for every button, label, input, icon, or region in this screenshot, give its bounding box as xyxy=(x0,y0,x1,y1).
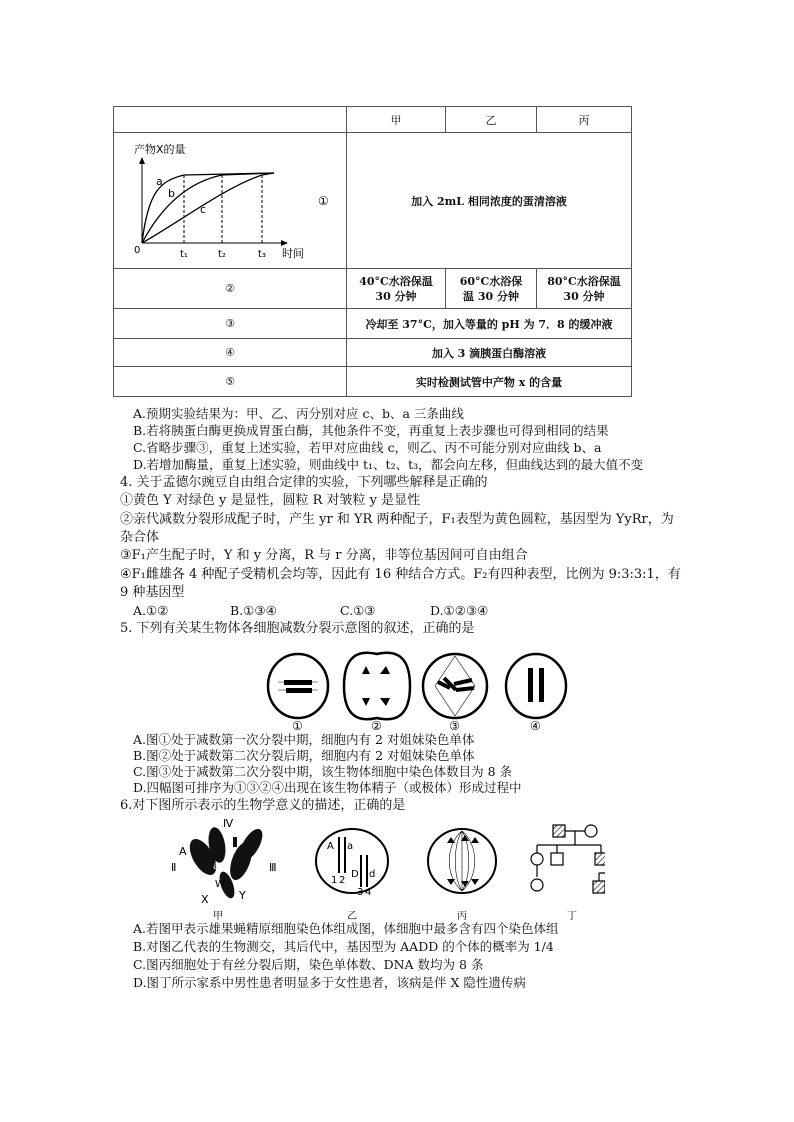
q3-option-c: C.省略步骤③，重复上述实验，若甲对应曲线 c，则乙、丙不可能分别对应曲线 b、a xyxy=(133,440,602,455)
cell-label-2: 2 xyxy=(339,875,346,886)
cell-2-chromosomes-top xyxy=(362,666,390,674)
cell-label-3: 3 xyxy=(357,887,364,898)
header-jia: 甲 xyxy=(347,107,446,133)
q4-item-2: ②亲代减数分裂形成配子时，产生 yr 和 YR 两种配子，F₁表型为黄色圆粒，基因型为 YyRr，为 xyxy=(120,512,674,527)
q4-option-d: D.①②③④ xyxy=(430,603,489,618)
graph-xlabel: 时间 xyxy=(282,247,304,260)
fig-label-ding: 丁 xyxy=(567,911,577,920)
q5-option-c: C.图③处于减数第二次分裂中期，该生物体细胞中染色体数目为 8 条 xyxy=(133,764,512,779)
karyotype-label-X: X xyxy=(201,893,209,906)
q4-item-3: ③F₁产生配子时，Y 和 y 分离，R 与 r 分离，非等位基因间可自由组合 xyxy=(120,548,528,563)
cell-4-chromosome-1 xyxy=(528,668,533,702)
meiosis-cells-figure xyxy=(260,644,580,734)
row2-cell-yi: 60°C水浴保温 30 分钟 xyxy=(446,269,537,309)
q6-stem: 6.对下图所示表示的生物学意义的描述，正确的是 xyxy=(120,798,406,813)
q4-stem: 4. 关于孟德尔豌豆自由组合定律的实验，下列哪些解释是正确的 xyxy=(120,475,488,490)
cell-3-chromosomes xyxy=(438,678,474,690)
cell-label-d: d xyxy=(369,869,376,880)
cell-1-chromosomes-top xyxy=(284,680,312,685)
fig-label-yi: 乙 xyxy=(347,911,357,920)
y-axis-arrow xyxy=(139,157,145,164)
figure-ding-pedigree xyxy=(531,825,605,893)
cell-4-label: ④ xyxy=(530,719,541,733)
cell-label-4: 4 xyxy=(365,887,372,898)
cell-3-label: ③ xyxy=(449,719,460,733)
karyotype-label-W: W xyxy=(215,879,225,890)
curve-a-label: a xyxy=(156,175,163,188)
cell-1-label: ① xyxy=(292,719,303,733)
q6-option-b: B.对图乙代表的生物测交，其后代中，基因型为 AADD 的个体的概率为 1/4 xyxy=(133,939,554,954)
cell-3-outline xyxy=(423,654,487,718)
q4-option-c: C.①③ xyxy=(340,603,376,618)
experiment-table xyxy=(113,106,632,397)
q4-item-2-cont: 杂合体 xyxy=(120,530,160,545)
row3-content: 冷却至 37°C，加入等量的 pH 为 7．8 的缓冲液 xyxy=(347,309,632,339)
q5-option-b: B.图②处于减数第二次分裂后期，细胞内有 2 对姐妹染色单体 xyxy=(133,748,475,763)
figure-yi-cell xyxy=(316,829,388,898)
karyotype-label-A: A xyxy=(179,845,187,858)
q5-option-d: D.四幅图可排序为①③②④出现在该生物体精子（或极体）形成过程中 xyxy=(133,780,522,795)
row2-cell-bing: 80°C水浴保温 30 分钟 xyxy=(537,269,632,309)
q4-option-b: B.①③④ xyxy=(230,603,277,618)
cell-label-A: A xyxy=(327,841,334,852)
q6-option-a: A.若图甲表示雄果蝇精原细胞染色体组成图，体细胞中最多含有四个染色体组 xyxy=(133,921,559,936)
cell-2-chromosomes-bottom xyxy=(362,698,390,706)
karyotype-label-a: a xyxy=(213,861,220,872)
tick-t1: t₁ xyxy=(180,249,188,260)
tick-t3: t₃ xyxy=(258,249,266,260)
row1-num: ① xyxy=(318,194,329,208)
cell-label-D: D xyxy=(351,869,359,880)
row2-num: ② xyxy=(114,269,347,309)
row1-content: 加入 2mL 相同浓度的蛋清溶液 xyxy=(347,133,632,269)
figure-bing-cell xyxy=(428,829,496,893)
row5-content: 实时检测试管中产物 x 的含量 xyxy=(347,367,632,397)
row4-num: ④ xyxy=(114,339,347,367)
header-bing: 丙 xyxy=(537,107,632,133)
q6-option-d: D.图丁所示家系中男性患者明显多于女性患者，该病是伴 X 隐性遗传病 xyxy=(133,975,526,990)
cell-4-chromosome-2 xyxy=(539,668,544,702)
row2-cell-jia: 40°C水浴保温 30 分钟 xyxy=(347,269,446,309)
x-axis-arrow xyxy=(281,240,288,246)
row5-num: ⑤ xyxy=(114,367,347,397)
karyotype-label-Y: Y xyxy=(239,889,246,902)
tick-t2: t₂ xyxy=(218,249,226,260)
q6-figures xyxy=(165,815,605,920)
q4-item-4: ④F₁雌雄各 4 种配子受精机会均等，因此有 16 种结合方式。F₂有四种表型，比例为 9:3:3:1，有 xyxy=(120,567,681,582)
product-curve-graph xyxy=(114,133,346,269)
cell-2-label: ② xyxy=(371,719,382,733)
header-yi: 乙 xyxy=(446,107,537,133)
cell-2-outline xyxy=(344,653,410,720)
cell-1-chromosomes-bottom xyxy=(286,688,312,693)
karyotype-label-iv: Ⅳ xyxy=(223,817,234,830)
q4-option-a: A.①② xyxy=(133,603,169,618)
q5-option-a: A.图①处于减数第一次分裂中期，细胞内有 2 对姐妹染色单体 xyxy=(133,732,475,747)
row3-num: ③ xyxy=(114,309,347,339)
cell-4-outline xyxy=(506,654,566,718)
fig-label-bing: 丙 xyxy=(457,911,467,920)
cell-3-spindle xyxy=(435,656,475,716)
cell-1-outline xyxy=(268,654,328,718)
graph-ylabel: 产物X的量 xyxy=(134,143,186,156)
q3-option-a: A.预期实验结果为：甲、乙、丙分别对应 c、b、a 三条曲线 xyxy=(133,406,464,421)
karyotype-label-iii: Ⅲ xyxy=(269,861,277,874)
figure-jia-karyotype xyxy=(171,817,277,906)
q4-item-1: ①黄色 Y 对绿色 y 是显性，圆粒 R 对皱粒 y 是显性 xyxy=(120,493,421,508)
karyotype-label-ii: Ⅱ xyxy=(171,861,177,874)
q4-item-4-cont: 9 种基因型 xyxy=(120,585,185,600)
curve-b-label: b xyxy=(168,187,175,200)
fig-label-jia: 甲 xyxy=(213,911,223,920)
q3-option-b: B.若将胰蛋白酶更换成胃蛋白酶，其他条件不变，再重复上表步骤也可得到相同的结果 xyxy=(133,423,609,438)
curve-c-label: c xyxy=(200,203,207,216)
row4-content: 加入 3 滴胰蛋白酶溶液 xyxy=(347,339,632,367)
header-blank xyxy=(114,107,347,133)
cell-label-a: a xyxy=(347,841,354,852)
graph-origin: 0 xyxy=(134,245,141,256)
q6-option-c: C.图丙细胞处于有丝分裂后期，染色单体数、DNA 数均为 8 条 xyxy=(133,957,484,972)
q5-stem: 5. 下列有关某生物体各细胞减数分裂示意图的叙述，正确的是 xyxy=(120,621,475,636)
q3-option-d: D.若增加酶量，重复上述实验，则曲线中 t₁、t₂、t₃，都会向左移，但曲线达到的最大值不变 xyxy=(133,457,644,472)
cell-label-1: 1 xyxy=(331,875,338,886)
graph-cell xyxy=(114,133,347,269)
